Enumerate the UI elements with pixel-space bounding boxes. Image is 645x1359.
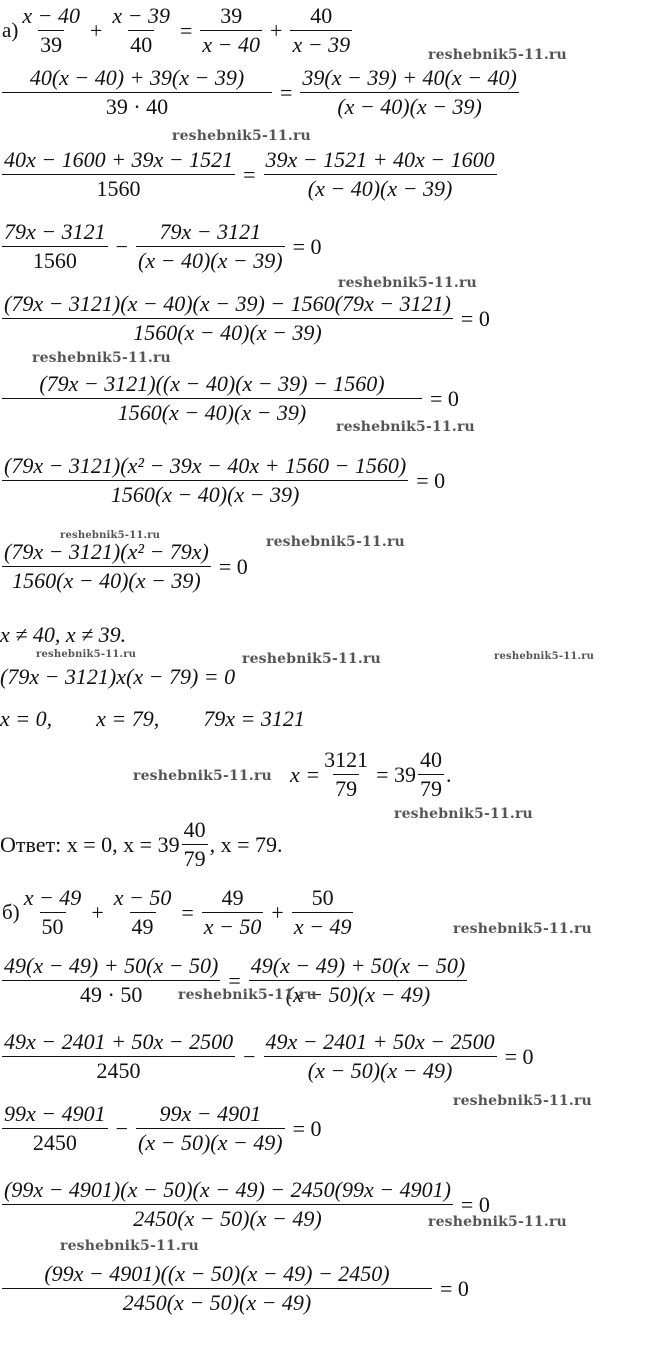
watermark: reshebnik5-11.ru xyxy=(36,649,137,660)
operator: = xyxy=(228,967,241,993)
numerator: 99x − 4901 xyxy=(4,1101,106,1126)
denominator: (x − 50)(x − 49) xyxy=(264,1056,497,1083)
roots: x = 0, x = 79, 79x = 3121 xyxy=(0,706,305,731)
eq-a8 xyxy=(0,540,254,593)
watermark: reshebnik5-11.ru xyxy=(133,768,272,784)
fraction xyxy=(322,748,370,801)
watermark: reshebnik5-11.ru xyxy=(336,419,475,435)
fraction xyxy=(2,1102,108,1155)
operator: = 0 xyxy=(460,305,490,331)
operator: = xyxy=(280,79,293,105)
operator: = xyxy=(243,161,256,187)
operator: − xyxy=(115,1115,129,1141)
denominator: 1560 xyxy=(2,174,235,201)
math-text: . xyxy=(446,761,452,787)
fraction xyxy=(136,220,285,273)
watermark: reshebnik5-11.ru xyxy=(428,47,567,63)
fraction xyxy=(200,4,262,57)
eq-a5 xyxy=(0,292,496,345)
operator: = 0 xyxy=(292,233,322,259)
numerator: 49 xyxy=(221,885,244,910)
fraction xyxy=(2,292,453,345)
watermark: reshebnik5-11.ru xyxy=(178,987,317,1003)
fraction xyxy=(2,372,422,425)
numerator: (79x − 3121)(x² − 79x) xyxy=(4,539,209,564)
numerator: (99x − 4901)(x − 50)(x − 49) − 2450(99x − 4901) xyxy=(4,1177,451,1202)
fraction xyxy=(2,1262,432,1315)
watermark: reshebnik5-11.ru xyxy=(172,128,311,144)
restrictions: x ≠ 40, x ≠ 39. xyxy=(0,622,127,647)
numerator: 49(x − 49) + 50(x − 50) xyxy=(250,953,466,978)
answer xyxy=(0,818,283,871)
eq-a7 xyxy=(0,454,451,507)
operator: + xyxy=(271,899,284,925)
fraction xyxy=(2,1030,235,1083)
numerator: 49x − 2401 + 50x − 2500 xyxy=(265,1029,495,1054)
watermark: reshebnik5-11.ru xyxy=(60,1238,199,1254)
operator: = 0 xyxy=(416,467,446,493)
fraction xyxy=(136,1102,285,1155)
eq-b4 xyxy=(0,1102,328,1155)
fraction xyxy=(2,1178,453,1231)
numerator: 40(x − 40) + 39(x − 39) xyxy=(29,65,245,90)
watermark: reshebnik5-11.ru xyxy=(453,1093,592,1109)
denominator: 2450(x − 50)(x − 49) xyxy=(2,1204,453,1231)
operator: = 0 xyxy=(504,1043,534,1069)
operator: = xyxy=(180,17,193,43)
eq-a3 xyxy=(0,148,499,201)
fraction xyxy=(292,886,354,939)
denominator: 39 xyxy=(40,32,63,57)
numerator: 40 xyxy=(420,747,443,772)
numerator: 50 xyxy=(311,885,334,910)
numerator: x − 39 xyxy=(112,3,170,28)
numerator: (79x − 3121)(x − 40)(x − 39) − 1560(79x − 3121) xyxy=(4,291,451,316)
watermark: reshebnik5-11.ru xyxy=(266,534,405,550)
denominator: 1560(x − 40)(x − 39) xyxy=(2,566,211,593)
denominator: (x − 50)(x − 49) xyxy=(249,980,467,1007)
numerator: 3121 xyxy=(324,747,369,772)
math-text: , x = 79. xyxy=(209,831,283,857)
eq-b1 xyxy=(2,886,355,939)
numerator: 49x − 2401 + 50x − 2500 xyxy=(4,1029,234,1054)
numerator: x − 50 xyxy=(113,885,172,910)
numerator: 39(x − 39) + 40(x − 40) xyxy=(302,65,517,90)
part-b-label: б) xyxy=(2,900,20,924)
denominator: 39 · 40 xyxy=(2,92,272,119)
denominator: x − 50 xyxy=(203,914,262,939)
numerator: 40x − 1600 + 39x − 1521 xyxy=(4,147,234,172)
denominator: 50 xyxy=(41,914,64,939)
denominator: x − 49 xyxy=(293,914,352,939)
denominator: 2450(x − 50)(x − 49) xyxy=(2,1288,432,1315)
denominator: 49 xyxy=(131,914,154,939)
numerator: 99x − 4901 xyxy=(159,1101,262,1126)
fraction xyxy=(2,148,235,201)
watermark: reshebnik5-11.ru xyxy=(494,651,595,662)
watermark: reshebnik5-11.ru xyxy=(338,275,477,291)
fraction xyxy=(418,748,444,801)
fraction xyxy=(2,540,211,593)
watermark: reshebnik5-11.ru xyxy=(453,921,592,937)
denominator: 79 xyxy=(183,846,206,871)
eq-b5 xyxy=(0,1178,496,1231)
fraction xyxy=(202,886,264,939)
numerator: 79x − 3121 xyxy=(4,219,106,244)
numerator: 39 xyxy=(220,3,243,28)
operator: + xyxy=(89,17,103,43)
math-text: = 39 xyxy=(376,761,417,787)
numerator: x − 49 xyxy=(23,885,82,910)
operator: = 0 xyxy=(218,553,248,579)
numerator: (79x − 3121)(x² − 39x − 40x + 1560 − 1560) xyxy=(4,453,407,478)
denominator: 49 · 50 xyxy=(2,980,220,1007)
fraction xyxy=(2,220,108,273)
denominator: (x − 50)(x − 49) xyxy=(138,1130,283,1155)
operator: − xyxy=(243,1043,256,1069)
math-text: Ответ: x = 0, x = 39 xyxy=(0,831,180,857)
denominator: 40 xyxy=(130,32,153,57)
watermark: reshebnik5-11.ru xyxy=(60,530,161,541)
watermark: reshebnik5-11.ru xyxy=(32,350,171,366)
numerator: 39x − 1521 + 40x − 1600 xyxy=(265,147,495,172)
eq-a1 xyxy=(2,4,354,57)
math-text: x = xyxy=(290,761,321,787)
numerator: 79x − 3121 xyxy=(159,219,262,244)
denominator: 1560(x − 40)(x − 39) xyxy=(2,318,453,345)
fraction xyxy=(290,4,352,57)
operator: − xyxy=(115,233,129,259)
denominator: 2450 xyxy=(2,1056,235,1083)
fraction xyxy=(264,148,497,201)
fraction xyxy=(2,66,272,119)
watermark: reshebnik5-11.ru xyxy=(242,651,381,667)
numerator: 49(x − 49) + 50(x − 50) xyxy=(4,953,219,978)
fraction xyxy=(20,4,82,57)
numerator: 40 xyxy=(183,817,206,842)
denominator: 1560(x − 40)(x − 39) xyxy=(2,480,408,507)
denominator: 1560 xyxy=(2,246,108,273)
operator: + xyxy=(91,899,104,925)
denominator: x − 39 xyxy=(292,32,351,57)
numerator: 40 xyxy=(310,3,333,28)
watermark: reshebnik5-11.ru xyxy=(394,806,533,822)
denominator: 1560(x − 40)(x − 39) xyxy=(2,398,422,425)
denominator: x − 40 xyxy=(202,32,261,57)
eq-a2 xyxy=(0,66,521,119)
operator: = 0 xyxy=(460,1191,490,1217)
x-value xyxy=(290,748,452,801)
fraction xyxy=(264,1030,497,1083)
denominator: (x − 40)(x − 39) xyxy=(264,174,497,201)
fraction xyxy=(2,454,408,507)
denominator: 79 xyxy=(420,776,443,801)
numerator: (99x − 4901)((x − 50)(x − 49) − 2450) xyxy=(44,1261,390,1286)
fraction xyxy=(300,66,518,119)
fraction xyxy=(182,818,208,871)
part-a-label: а) xyxy=(2,18,19,42)
eq-a6 xyxy=(0,372,465,425)
numerator: x − 40 xyxy=(22,3,80,28)
operator: + xyxy=(270,17,283,43)
denominator: 79 xyxy=(335,776,358,801)
factored-equation: (79x − 3121)x(x − 79) = 0 xyxy=(0,664,236,689)
denominator: 2450 xyxy=(2,1128,108,1155)
operator: = 0 xyxy=(430,385,459,411)
fraction xyxy=(110,4,172,57)
operator: = 0 xyxy=(292,1115,322,1141)
eq-b6 xyxy=(0,1262,475,1315)
fraction xyxy=(112,886,174,939)
denominator: (x − 40)(x − 39) xyxy=(138,248,283,273)
fraction xyxy=(22,886,84,939)
denominator: (x − 40)(x − 39) xyxy=(300,92,518,119)
eq-b3 xyxy=(0,1030,540,1083)
operator: = xyxy=(181,899,194,925)
eq-a4 xyxy=(0,220,328,273)
operator: = 0 xyxy=(440,1275,469,1301)
watermark: reshebnik5-11.ru xyxy=(428,1214,567,1230)
numerator: (79x − 3121)((x − 40)(x − 39) − 1560) xyxy=(39,371,385,396)
